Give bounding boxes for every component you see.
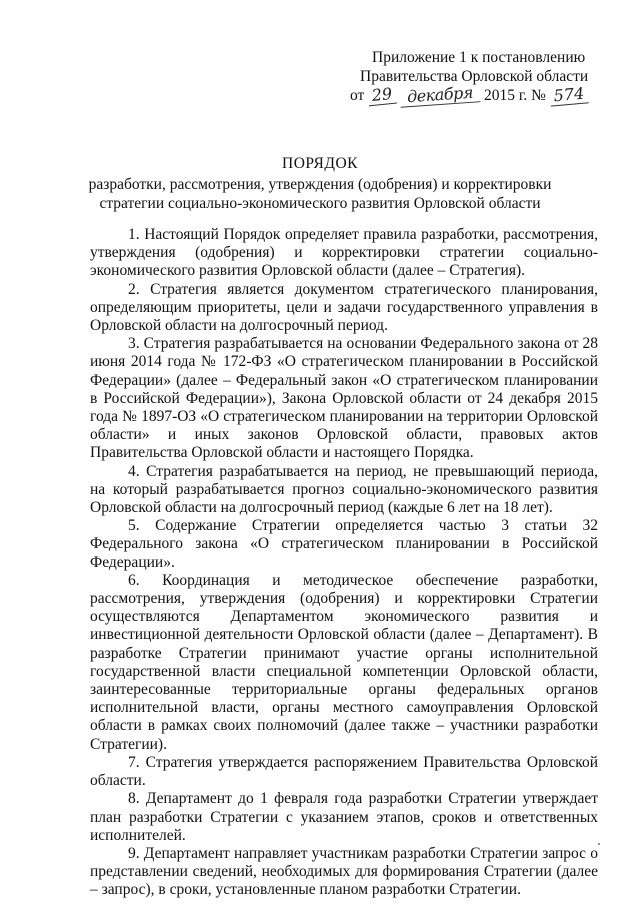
appendix-date-line	[350, 82, 610, 107]
document-subtitle	[60, 175, 580, 213]
paragraph-9: 9. Департамент направляет участникам разработки Стратегии запрос о представлении сведений, необходимых для формирования Стратегии (далее – запрос), в сроки, установленные планом разработки Стратегии.	[90, 844, 598, 899]
paragraph-4: 4. Стратегия разрабатывается на период, не превышающий периода, на который разрабатывается прогноз социально-экономического развития Орловской области на долгосрочный период (каждые 6 лет на 18 лет).	[90, 462, 598, 517]
handwritten-day: 29	[367, 85, 397, 107]
handwritten-number: 574	[549, 84, 589, 106]
paragraph-8: 8. Департамент до 1 февраля года разработки Стратегии утверждает план разработки Стратегии с указанием этапов, сроков и ответственных исполнителей.	[90, 790, 598, 844]
document-body	[90, 226, 598, 900]
date-prefix: от	[350, 87, 365, 104]
paragraph-2: 2. Стратегия является документом стратегического планирования, определяющим приоритеты, цели и задачи государственного управления в Орловской области на долгосрочный период.	[90, 280, 598, 335]
subtitle-line-2: стратегии социально-экономического развития Орловской области	[99, 195, 541, 212]
paragraph-6: 6. Координация и методическое обеспечение разработки, рассмотрения, утверждения (одобрения) и корректировки Стратегии осуществляются Департаментом экономического развития и инвестиционной деятельности Орловской области (далее – Департамент). В разработке Стратегии принимают участие органы исполнительной государственной власти специальной компетенции Орловской области, заинтересованные территориальные органы федеральных органов исполнительной власти, органы местного самоуправления Орловской области в рамках своих полномочий (далее также – участники разработки Стратегии).	[90, 571, 598, 753]
appendix-line-2: Правительства Орловской области	[360, 68, 589, 85]
paragraph-5: 5. Содержание Стратегии определяется частью 3 статьи 32 Федерального закона «О стратегическом планировании в Российской Федерации».	[90, 517, 598, 571]
paragraph-7: 7. Стратегия утверждается распоряжением Правительства Орловской области.	[90, 753, 598, 790]
scan-speck	[598, 843, 600, 845]
paragraph-1: 1. Настоящий Порядок определяет правила разработки, рассмотрения, утверждения (одобрения) и корректировки стратегии социально-экономического развития Орловской области (далее – Стратегия).	[90, 226, 598, 280]
handwritten-month: декабря	[400, 83, 481, 108]
document-title: ПОРЯДОК	[282, 155, 358, 172]
paragraph-3: 3. Стратегия разрабатывается на основании Федерального закона от 28 июня 2014 года № 172-ФЗ «О стратегическом планировании в Российской Федерации» (далее – Федеральный закон «О стратегическом планировании в Российской Федерации»), Закона Орловской области от 24 декабря 2015 года № 1897-ОЗ «О стратегическом планировании на территории Орловской области» и иных законов Орловской области, правовых актов Правительства Орловской области и настоящего Порядка.	[90, 335, 598, 462]
subtitle-line-1: разработки, рассмотрения, утверждения (одобрения) и корректировки	[88, 176, 552, 193]
date-year-text: 2015 г. №	[483, 87, 546, 104]
appendix-line-1: Приложение 1 к постановлению	[372, 49, 586, 66]
appendix-header	[350, 48, 610, 105]
